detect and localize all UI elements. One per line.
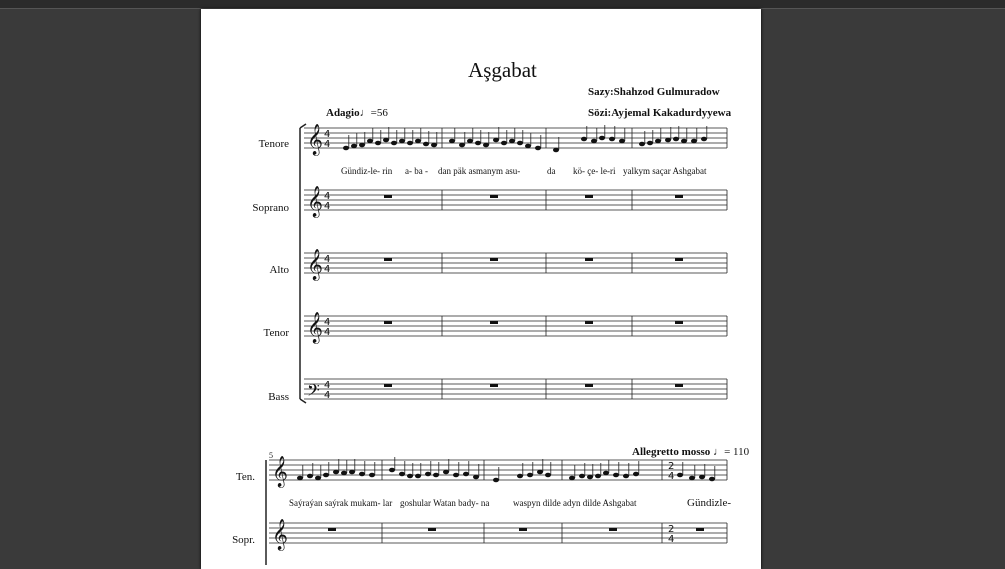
note-head [689,476,695,481]
note-head [569,476,575,481]
note-head [383,138,389,143]
metronome-value: =56 [370,107,388,119]
note-head [351,144,357,149]
whole-rest [675,258,683,261]
note-head [655,139,661,144]
note-head [359,143,365,148]
note-head [677,473,683,478]
time-signature-bottom: 4 [324,264,331,275]
note-head [391,141,397,146]
note-head [493,138,499,143]
note-head [701,137,707,142]
time-signature-top: 4 [324,129,331,140]
note-head [501,141,507,146]
note-head [647,141,653,146]
time-signature-bottom: 4 [668,534,675,545]
note-head [665,138,671,143]
note-head [525,144,531,149]
time-signature-bottom: 4 [324,327,331,338]
note-head [341,471,347,476]
treble-clef: 𝄞 [307,312,323,343]
whole-rest [384,195,392,198]
note-head [297,476,303,481]
note-head [613,473,619,478]
treble-clef: 𝄞 [307,124,323,155]
whole-rest [696,528,704,531]
time-signature-top: 4 [324,317,331,328]
treble-clef: 𝄞 [307,186,323,217]
instrument-name-alto: Alto [269,264,289,276]
lyric-syllables: a- ba - [405,166,428,176]
measure-number: 5 [269,451,273,460]
treble-clef: 𝄞 [272,519,288,550]
whole-rest [384,321,392,324]
whole-rest [675,195,683,198]
note-head [399,472,405,477]
lyric-syllables: Gündizle- [687,497,731,509]
time-signature-bottom: 4 [324,201,331,212]
note-head [691,139,697,144]
whole-rest [328,528,336,531]
note-head [619,139,625,144]
whole-rest [585,195,593,198]
whole-rest [384,258,392,261]
note-head [349,470,355,475]
quarter-note-icon: ♩ [359,107,371,119]
note-head [463,472,469,477]
whole-rest [609,528,617,531]
time-signature-top: 4 [324,254,331,265]
lyric-syllables: da [547,166,556,176]
note-head [609,137,615,142]
note-head [475,141,481,146]
note-head [453,473,459,478]
note-head [415,139,421,144]
note-head [375,141,381,146]
note-head [415,474,421,479]
lyric-syllables: Gündiz-le- rin [341,166,393,176]
whole-rest [490,258,498,261]
quarter-note-icon: ♩ [713,446,725,458]
note-head [639,142,645,147]
note-head [407,474,413,479]
bass-clef: 𝄢 [307,380,320,404]
treble-clef: 𝄞 [272,456,288,487]
note-head [459,143,465,148]
note-head [431,143,437,148]
note-head [493,478,499,483]
whole-rest [384,384,392,387]
whole-rest [490,195,498,198]
note-head [591,139,597,144]
system-bracket [300,399,306,403]
note-head [473,475,479,480]
time-signature-top: 4 [324,380,331,391]
note-head [315,476,321,481]
note-head [517,474,523,479]
note-head [553,148,559,153]
note-head [369,473,375,478]
note-head [407,141,413,146]
instrument-name-tenor: Tenor [263,327,289,339]
note-head [527,473,533,478]
note-head [443,470,449,475]
note-head [449,139,455,144]
instrument-name-ten: Ten. [235,471,255,483]
tempo-text: Adagio [326,107,360,119]
time-signature-top: 4 [324,191,331,202]
note-head [633,472,639,477]
note-head [681,139,687,144]
system-bracket [300,124,306,128]
note-head [367,139,373,144]
whole-rest [490,321,498,324]
time-signature-bottom: 4 [324,390,331,401]
note-head [467,139,473,144]
note-head [423,142,429,147]
whole-rest [675,384,683,387]
time-signature-bottom: 4 [668,471,675,482]
note-head [307,474,313,479]
note-head [333,470,339,475]
note-head [545,473,551,478]
note-head [581,137,587,142]
composer-credit: Sazy:Shahzod Gulmuradow [588,86,720,98]
lyric-syllables: kö- çe- le-ri [573,166,616,176]
note-head [579,474,585,479]
note-head [623,474,629,479]
note-head [535,146,541,151]
note-head [389,468,395,473]
whole-rest [585,321,593,324]
note-head [595,474,601,479]
treble-clef: 𝄞 [307,249,323,280]
lyric-syllables: yalkym saçar Ashgabat [623,166,707,176]
note-head [599,136,605,141]
note-head [359,472,365,477]
instrument-name-soprano: Soprano [252,202,289,214]
note-head [433,473,439,478]
score-title: Aşgabat [468,58,537,82]
note-head [399,139,405,144]
whole-rest [490,384,498,387]
time-signature-bottom: 4 [324,139,331,150]
note-head [537,470,543,475]
note-head [673,137,679,142]
metronome-value: = 110 [724,446,750,458]
time-signature-top: 2 [668,524,675,535]
lyricist-credit: Sözi:Ayjemal Kakadurdyyewa [588,107,732,119]
tempo-text: Allegretto mosso [632,446,711,458]
time-signature-top: 2 [668,461,675,472]
lyric-syllables: Saýraýan saýrak mukam- lar [289,498,393,508]
whole-rest [519,528,527,531]
instrument-name-tenore: Tenore [258,138,289,150]
note-head [517,141,523,146]
note-head [509,139,515,144]
note-head [699,475,705,480]
whole-rest [585,258,593,261]
lyric-syllables: dan päk asmanym asu- [438,166,521,176]
note-head [587,475,593,480]
whole-rest [585,384,593,387]
note-head [343,146,349,151]
note-head [425,472,431,477]
lyric-syllables: waspyn dilde adyn dilde Ashgabat [513,498,637,508]
note-head [483,143,489,148]
note-head [603,471,609,476]
instrument-name-sopr: Sopr. [232,534,255,546]
note-head [709,477,715,482]
note-head [323,473,329,478]
lyric-syllables: goshular Watan bady- na [400,498,490,508]
instrument-name-bass: Bass [268,391,289,403]
whole-rest [675,321,683,324]
whole-rest [428,528,436,531]
